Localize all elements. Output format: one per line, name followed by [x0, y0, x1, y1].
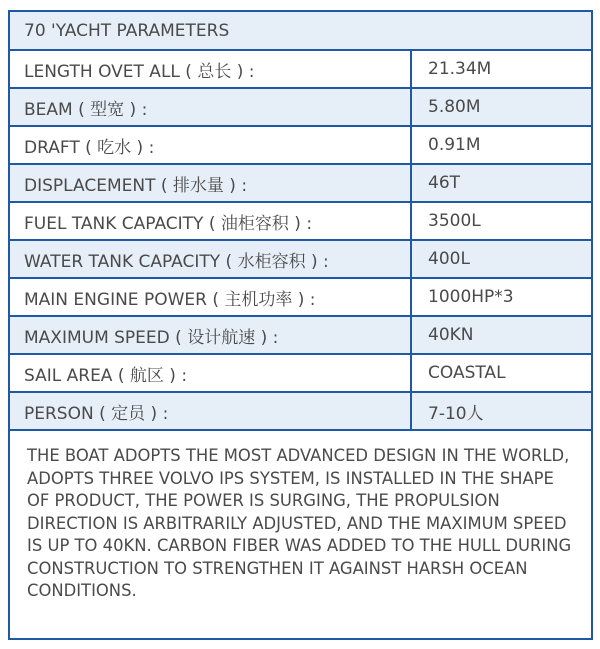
row-value: 400L: [411, 240, 591, 278]
row-label: SAIL AREA ( 航区 ) :: [10, 354, 411, 392]
row-label: MAIN ENGINE POWER ( 主机功率 ) :: [10, 278, 411, 316]
table-row-max-speed: [10, 316, 591, 354]
row-label: MAXIMUM SPEED ( 设计航速 ) :: [10, 316, 411, 354]
row-value: 5.80M: [411, 88, 591, 126]
table-row-engine-power: [10, 278, 591, 316]
row-label: WATER TANK CAPACITY ( 水柜容积 ) :: [10, 240, 411, 278]
row-value: 46T: [411, 164, 591, 202]
row-label: DISPLACEMENT ( 排水量 ) :: [10, 164, 411, 202]
table-row-sail-area: [10, 354, 591, 392]
parameters-table: [10, 12, 591, 431]
table-row-person: [10, 392, 591, 430]
row-value: 7-10人: [411, 392, 591, 430]
table-row-length: [10, 50, 591, 88]
row-value: 21.34M: [411, 50, 591, 88]
table-row-draft: [10, 126, 591, 164]
row-label: BEAM ( 型宽 ) :: [10, 88, 411, 126]
row-value: 40KN: [411, 316, 591, 354]
table-row-displacement: [10, 164, 591, 202]
table-title: 70 'YACHT PARAMETERS: [10, 12, 591, 50]
description-text: THE BOAT ADOPTS THE MOST ADVANCED DESIGN IN THE WORLD, ADOPTS THREE VOLVO IPS SYSTEM, IS INSTALLED IN THE SHAPE OF PRODUCT, THE POWER IS SURGING, THE PROPULSION DIRECTION IS ARBITRARILY ADJUSTED, AND THE MAXIMUM SPEED IS UP TO 40KN. CARBON FIBER WAS ADDED TO THE HULL DURING CONSTRUCTION TO STRENGTHEN IT AGAINST HARSH OCEAN CONDITIONS.: [27, 446, 572, 600]
yacht-parameters-box: [8, 10, 593, 640]
table-row-water-tank: [10, 240, 591, 278]
row-value: COASTAL: [411, 354, 591, 392]
table-row-beam: [10, 88, 591, 126]
row-value: 0.91M: [411, 126, 591, 164]
row-value: 1000HP*3: [411, 278, 591, 316]
row-label: DRAFT ( 吃水 ) :: [10, 126, 411, 164]
row-label: PERSON ( 定员 ) :: [10, 392, 411, 430]
row-value: 3500L: [411, 202, 591, 240]
row-label: LENGTH OVET ALL ( 总长 ) :: [10, 50, 411, 88]
table-row-fuel-tank: [10, 202, 591, 240]
table-header-row: [10, 12, 591, 50]
row-label: FUEL TANK CAPACITY ( 油柜容积 ) :: [10, 202, 411, 240]
